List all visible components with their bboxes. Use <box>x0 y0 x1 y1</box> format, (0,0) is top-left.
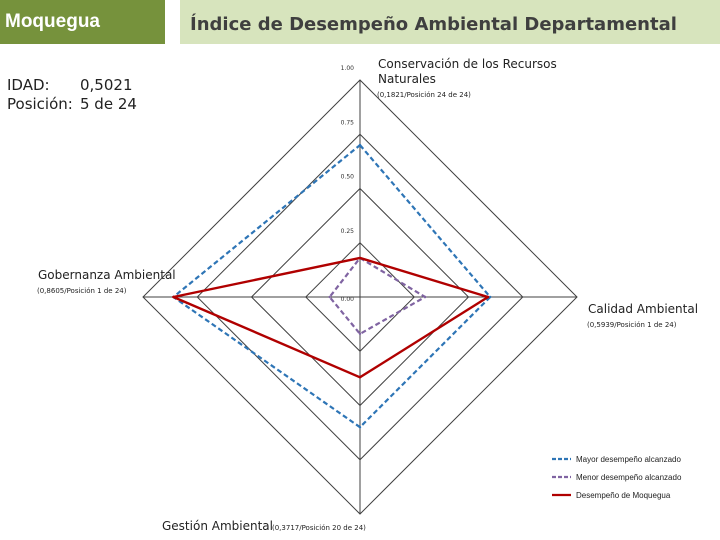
position-value: 5 de 24 <box>80 95 137 113</box>
series-point <box>424 296 426 298</box>
axis-label: Gestión Ambiental <box>162 519 273 533</box>
tick-label: 0.75 <box>340 119 354 127</box>
region-name: Moquegua <box>0 0 165 44</box>
series-point <box>487 296 489 298</box>
series-point <box>359 257 361 259</box>
axis-label: Gobernanza Ambiental <box>38 268 176 282</box>
axis-detail: (0,1821/Posición 24 de 24) <box>377 91 471 99</box>
legend-label: Mayor desempeño alcanzado <box>576 455 681 464</box>
chart-legend <box>552 455 682 500</box>
series-point <box>359 333 361 335</box>
series-line-3 <box>173 258 488 377</box>
axis-label: Conservación de los Recursos <box>378 57 557 71</box>
idad-value: 0,5021 <box>80 76 133 94</box>
radar-series <box>172 144 491 429</box>
tick-label: 1.00 <box>340 65 354 72</box>
position-label: Posición: <box>7 95 73 113</box>
legend-label: Menor desempeño alcanzado <box>576 473 682 482</box>
series-point <box>328 296 330 298</box>
series-point <box>172 296 174 298</box>
legend-label: Desempeño de Moquegua <box>576 491 671 500</box>
series-point <box>359 376 361 378</box>
series-point <box>489 296 491 298</box>
series-point <box>359 144 361 146</box>
idad-label: IDAD: <box>7 76 50 94</box>
axis-detail: (0,3717/Posición 20 de 24) <box>272 524 366 532</box>
axis-detail: (0,5939/Posición 1 de 24) <box>587 321 677 329</box>
chart-title: Índice de Desempeño Ambiental Departamental <box>180 0 720 44</box>
axis-label: Calidad Ambiental <box>588 302 699 316</box>
series-point <box>359 426 361 428</box>
axis-detail: (0,8605/Posición 1 de 24) <box>37 287 127 295</box>
tick-label: 0.25 <box>340 227 354 235</box>
axis-label: Naturales <box>378 72 436 86</box>
tick-label: 0.00 <box>340 296 354 303</box>
tick-label: 0.50 <box>340 173 354 181</box>
